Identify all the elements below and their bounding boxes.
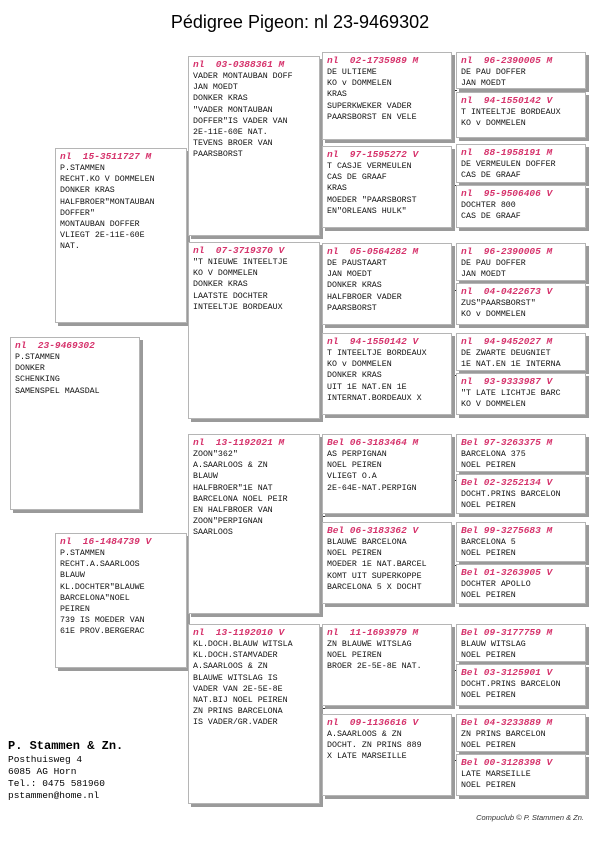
info-line: KO v DOMMELEN [327,79,392,89]
info-line: SAMENSPEL MAASDAL [15,386,100,396]
info-line: DE ZWARTE DEUGNIET [461,349,551,358]
info-line: HALFBROER"1E NAT [193,483,273,493]
ring-number: Bel 01-3263905 V [461,567,553,578]
info-line: KOMT UIT SUPERKOPPE [327,571,422,581]
info-line: T CASJE VERMEULEN [327,162,412,171]
info-line: DOCHTER 800 [461,201,516,210]
info-line: DOCHTER APOLLO [461,580,531,589]
info-line: KO v DOMMELEN [461,119,526,129]
grandmother-maternal-card[interactable] [188,624,320,804]
ring-number: Bel 00-3128398 V [461,757,553,768]
info-line: INTERNAT.BORDEAUX X [327,393,422,403]
ring-number: nl 16-1484739 V [60,536,152,547]
grandfather-paternal-card[interactable] [188,56,320,236]
ancestor-card[interactable] [456,564,586,604]
info-line: BROER 2E-5E-8E NAT. [327,662,422,672]
info-line: "VADER MONTAUBAN [193,105,273,115]
breeder-name: P. Stammen & Zn. [8,739,124,753]
ring-number: nl 96-2390005 M [461,246,553,257]
ring-number: nl 02-1735989 M [327,55,419,66]
ring-number: Bel 97-3263375 M [461,437,553,448]
ring-number: nl 94-1550142 V [327,336,419,347]
info-line: VADER MONTAUBAN DOFF [193,72,293,81]
info-line: KL.DOCH.BLAUW WITSLA [193,640,293,649]
info-line: NOEL PEIREN [461,461,516,471]
info-line: PAARSBORST [327,303,377,313]
info-line: KO v DOMMELEN [327,360,392,370]
info-line: LATE MARSEILLE [461,770,531,779]
breeder-email[interactable]: pstammen@home.nl [8,790,100,801]
info-line: BLAUW [60,571,85,581]
info-line: NAT.BIJ NOEL PEIREN [193,696,288,706]
info-line: ZUS"PAARSBORST" [461,299,536,308]
ring-number: nl 13-1192010 V [193,627,285,638]
info-line: IS VADER/GR.VADER [193,718,278,728]
breeder-contact [8,738,123,802]
ring-number: nl 94-9452027 M [461,336,553,347]
info-line: RECHT.KO V DOMMELEN [60,175,155,185]
ancestor-card[interactable] [456,92,586,138]
great-grandparent-card[interactable] [322,624,452,706]
info-line: CAS DE GRAAF [327,173,387,183]
info-line: SAARLOOS [193,528,233,538]
ancestor-card[interactable] [456,283,586,325]
ancestor-card[interactable] [456,243,586,281]
ring-number: nl 15-3511727 M [60,151,152,162]
info-line: BLAUWE BARCELONA [327,538,407,547]
page-title: Pédigree Pigeon: nl 23-9469302 [170,12,430,32]
info-line: MOEDER 1E NAT.BARCEL [327,560,427,570]
info-line: A.SAARLOOS & ZN [327,730,402,739]
ring-number: nl 95-9506406 V [461,188,553,199]
great-grandparent-card[interactable] [322,434,452,514]
ancestor-card[interactable] [456,522,586,562]
ring-number: nl 09-1136616 V [327,717,419,728]
info-line: DOCHT.PRINS BARCELON [461,490,561,499]
info-line: A.SAARLOOS & ZN [193,662,268,672]
breeder-street: Posthuisweg 4 [8,754,83,765]
father-card[interactable] [55,148,187,323]
breeder-phone: Tel.: 0475 581960 [8,778,105,789]
ancestor-card[interactable] [456,185,586,228]
info-line: PAARSBORST [193,150,243,160]
info-line: DE PAU DOFFER [461,259,526,268]
info-line: DONKER KRAS [327,371,382,381]
info-line: ZN PRINS BARCELONA [193,707,283,717]
info-line: NOEL PEIREN [461,549,516,559]
grandmother-paternal-card[interactable] [188,242,320,419]
info-line: DONKER [15,364,45,374]
info-line: KO V DOMMELEN [193,269,258,279]
mother-card[interactable] [55,533,187,668]
info-line: A.SAARLOOS & ZN [193,461,268,471]
info-line: SUPERKWEKER VADER [327,101,412,111]
ring-number: nl 07-3719370 V [193,245,285,256]
ring-number: nl 03-0388361 M [193,59,285,70]
ancestor-card[interactable] [456,664,586,706]
info-line: CAS DE GRAAF [461,171,521,181]
ring-number: Bel 06-3183362 V [327,525,419,536]
info-line: BARCELONA NOEL PEIR [193,494,288,504]
info-line: CAS DE GRAAF [461,212,521,222]
info-line: KL.DOCHTER"BLAUWE [60,582,145,592]
info-line: DOFFER"IS VADER VAN [193,116,288,126]
info-line: 2E-64E-NAT.PERPIGN [327,483,417,493]
info-line: VLIEGT 2E-11E-60E [60,231,145,241]
ring-number: nl 13-1192021 M [193,437,285,448]
info-line: RECHT.A.SAARLOOS [60,560,140,570]
ancestor-card[interactable] [456,52,586,89]
info-line: AS PERPIGNAN [327,450,387,459]
info-line: DONKER KRAS [327,281,382,291]
ring-number: nl 96-2390005 M [461,55,553,66]
breeder-city: 6085 AG Horn [8,766,77,777]
ring-number: nl 94-1550142 V [461,95,553,106]
ring-number: nl 05-0564282 M [327,246,419,257]
info-line: VLIEGT O.A [327,472,377,482]
info-line: "T LATE LICHTJE BARC [461,389,561,398]
info-line: KO v DOMMELEN [461,310,526,320]
info-line: PAARSBORST EN VELE [327,112,417,122]
info-line: DE ULTIEME [327,68,377,77]
info-line: 1E NAT.EN 1E INTERNA [461,360,561,370]
great-grandparent-card[interactable] [322,714,452,796]
connector-line [320,708,326,709]
ring-number: nl 04-0422673 V [461,286,553,297]
info-line: JAN MOEDT [461,270,506,280]
great-grandparent-card[interactable] [322,146,452,228]
info-line: ZN BLAUWE WITSLAG [327,640,412,649]
info-line: ZN PRINS BARCELON [461,730,546,739]
ancestor-card[interactable] [456,434,586,472]
ring-number: nl 93-9333987 V [461,376,553,387]
grandfather-maternal-card[interactable] [188,434,320,614]
info-line: 739 IS MOEDER VAN [60,616,145,626]
info-line: VADER VAN 2E-5E-8E [193,684,283,694]
ancestor-card[interactable] [456,333,586,371]
great-grandparent-card[interactable] [322,52,452,140]
great-grandparent-card[interactable] [322,333,452,415]
info-line: HALFBROER VADER [327,292,402,302]
info-line: JAN MOEDT [327,270,372,280]
great-grandparent-card[interactable] [322,522,452,604]
ancestor-card[interactable] [456,624,586,662]
ancestor-card[interactable] [456,474,586,514]
ring-number: nl 23-9469302 [15,340,95,351]
info-line: BARCELONA 5 X DOCHT [327,582,422,592]
ancestor-card[interactable] [456,714,586,752]
info-line: NAT. [60,242,80,252]
info-line: BARCELONA 5 [461,538,516,547]
info-line: BLAUW WITSLAG [461,640,526,649]
ancestor-card[interactable] [456,754,586,796]
info-line: BARCELONA"NOEL [60,593,130,603]
info-line: SCHENKING [15,375,60,385]
info-line: ZOON"PERPIGNAN [193,517,263,527]
info-line: DE PAU DOFFER [461,68,526,77]
info-line: NOEL PEIREN [461,651,516,661]
ring-number: Bel 09-3177759 M [461,627,553,638]
great-grandparent-card[interactable] [322,243,452,325]
info-line: T INTEELTJE BORDEAUX [461,108,561,117]
info-line: KRAS [327,184,347,194]
info-line: DE VERMEULEN DOFFER [461,160,556,169]
connector-line [320,516,326,517]
info-line: 2E-11E-60E NAT. [193,128,268,138]
info-line: NOEL PEIREN [327,461,382,471]
info-line: NOEL PEIREN [461,691,516,701]
ring-number: Bel 99-3275683 M [461,525,553,536]
info-line: HALFBROER"MONTAUBAN [60,197,155,207]
ring-number: Bel 06-3183464 M [327,437,419,448]
info-line: NOEL PEIREN [327,651,382,661]
ring-number: Bel 04-3233889 M [461,717,553,728]
info-line: JAN MOEDT [193,83,238,93]
ancestor-card[interactable] [456,144,586,183]
info-line: DOCHT. ZN PRINS 889 [327,741,422,751]
info-line: P.STAMMEN [60,549,105,558]
info-line: NOEL PEIREN [461,591,516,601]
info-line: ZOON"362" [193,450,238,459]
ring-number: nl 97-1595272 V [327,149,419,160]
info-line: MOEDER "PAARSBORST [327,195,417,205]
info-line: INTEELTJE BORDEAUX [193,302,283,312]
info-line: JAN MOEDT [461,79,506,89]
footer-credit: Compuclub © P. Stammen & Zn. [476,813,584,822]
info-line: LAATSTE DOCHTER [193,291,268,301]
info-line: PEIREN [60,605,90,615]
ring-number: Bel 03-3125901 V [461,667,553,678]
info-line: BLAUW [193,472,218,482]
info-line: NOEL PEIREN [327,549,382,559]
ring-number: nl 11-1693979 M [327,627,419,638]
connector-line [453,90,457,91]
info-line: P.STAMMEN [15,353,60,362]
info-line: NOEL PEIREN [461,741,516,751]
info-line: NOEL PEIREN [461,501,516,511]
info-line: DOCHT.PRINS BARCELON [461,680,561,689]
info-line: DE PAUSTAART [327,259,387,268]
info-line: DONKER KRAS [193,280,248,290]
info-line: MONTAUBAN DOFFER [60,220,140,230]
info-line: TEVENS BROER VAN [193,139,273,149]
info-line: DONKER KRAS [60,186,115,196]
info-line: KL.DOCH.STAMVADER [193,651,278,661]
info-line: X LATE MARSEILLE [327,752,407,762]
subject-pigeon-card[interactable] [10,337,140,510]
info-line: DOFFER" [60,208,95,218]
info-line: KRAS [327,90,347,100]
info-line: EN HALFBROER VAN [193,506,273,516]
info-line: EN"ORLEANS HULK" [327,206,407,216]
ancestor-card[interactable] [456,373,586,415]
info-line: "T NIEUWE INTEELTJE [193,258,288,267]
info-line: 61E PROV.BERGERAC [60,627,145,637]
ring-number: Bel 02-3252134 V [461,477,553,488]
info-line: DONKER KRAS [193,94,248,104]
info-line: T INTEELTJE BORDEAUX [327,349,427,358]
info-line: BLAUWE WITSLAG IS [193,673,278,683]
info-line: UIT 1E NAT.EN 1E [327,382,407,392]
info-line: P.STAMMEN [60,164,105,173]
ring-number: nl 88-1958191 M [461,147,553,158]
info-line: NOEL PEIREN [461,781,516,791]
info-line: BARCELONA 375 [461,450,526,459]
info-line: KO V DOMMELEN [461,400,526,410]
